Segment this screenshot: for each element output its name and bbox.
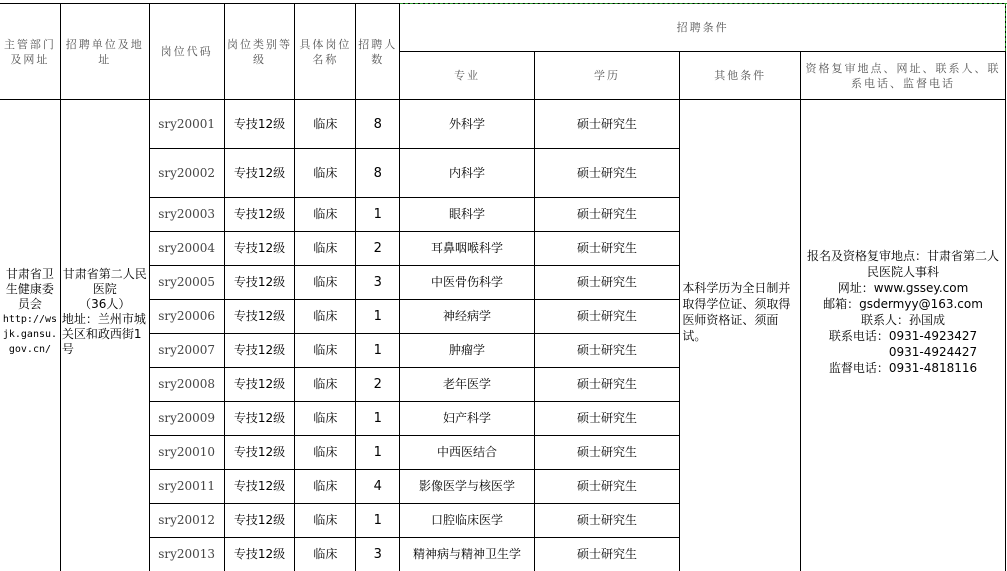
header-category: 岗位类别等级 [224,4,295,100]
post-code: sry20002 [149,149,224,198]
post-education: 硕士研究生 [534,334,680,368]
department-url: http://wsjk.gansu.gov.cn/ [2,313,58,355]
contact-phone: 联系电话：0931-4923427 [828,328,978,343]
post-education: 硕士研究生 [534,436,680,470]
post-code: sry20012 [149,504,224,538]
post-category: 专技12级 [224,436,295,470]
post-name: 临床 [295,402,356,436]
post-code: sry20003 [149,198,224,232]
post-major: 妇产科学 [400,402,535,436]
post-education: 硕士研究生 [534,504,680,538]
post-category: 专技12级 [224,334,295,368]
post-name: 临床 [295,198,356,232]
post-education: 硕士研究生 [534,300,680,334]
post-education: 硕士研究生 [534,470,680,504]
post-count: 1 [356,198,400,232]
post-education: 硕士研究生 [534,100,680,149]
post-name: 临床 [295,266,356,300]
post-count: 1 [356,300,400,334]
post-count: 2 [356,232,400,266]
post-major: 口腔临床医学 [400,504,535,538]
post-category: 专技12级 [224,470,295,504]
post-code: sry20009 [149,402,224,436]
contact-info [801,76,1006,548]
post-category: 专技12级 [224,266,295,300]
post-name: 临床 [295,538,356,571]
header-conditions: 招聘条件 [400,4,1006,52]
post-name: 临床 [295,334,356,368]
post-major: 内科学 [400,149,535,198]
post-major: 眼科学 [400,198,535,232]
post-category: 专技12级 [224,368,295,402]
header-contact: 资格复审地点、网址、联系人、联系电话、监督电话 [801,52,1006,100]
post-education: 硕士研究生 [534,368,680,402]
post-education: 硕士研究生 [534,149,680,198]
supervise-phone: 监督电话：0931-4818116 [828,360,978,375]
selection-border-right [1005,3,1006,51]
recruitment-table [0,3,1006,571]
post-code: sry20006 [149,300,224,334]
post-major: 神经病学 [400,300,535,334]
post-education: 硕士研究生 [534,538,680,571]
selection-border-top [400,3,1007,4]
post-count: 1 [356,334,400,368]
post-category: 专技12级 [224,300,295,334]
post-major: 外科学 [400,100,535,149]
post-code: sry20010 [149,436,224,470]
department-name: 甘肃省卫生健康委员会 [5,266,54,311]
post-major: 中西医结合 [400,436,535,470]
header-code: 岗位代码 [149,4,224,100]
post-education: 硕士研究生 [534,402,680,436]
contact-website: 网址：www.gssey.com [837,280,969,295]
header-major: 专业 [400,52,535,100]
post-major: 精神病与精神卫生学 [400,538,535,571]
post-name: 临床 [295,149,356,198]
post-education: 硕士研究生 [534,232,680,266]
header-count: 招聘人数 [356,4,400,100]
post-category: 专技12级 [224,504,295,538]
post-major: 影像医学与核医学 [400,470,535,504]
other-conditions: 本科学历为全日制并取得学位证、须取得医师资格证、须面试。 [680,76,801,548]
post-code: sry20008 [149,368,224,402]
post-name: 临床 [295,368,356,402]
header-education: 学历 [534,52,680,100]
post-category: 专技12级 [224,232,295,266]
post-code: sry20011 [149,470,224,504]
post-name: 临床 [295,504,356,538]
post-name: 临床 [295,232,356,266]
post-name: 临床 [295,100,356,149]
post-count: 8 [356,100,400,149]
contact-person: 联系人：孙国成 [861,312,946,327]
post-count: 2 [356,368,400,402]
post-count: 1 [356,436,400,470]
unit-address: 地址：兰州市城关区和政西街1号 [61,311,146,356]
unit-name: 甘肃省第二人民医院 [62,266,147,296]
post-name: 临床 [295,470,356,504]
contact-phone-2: 0931-4924427 [888,344,978,359]
unit-cell [60,76,149,548]
post-category: 专技12级 [224,538,295,571]
post-count: 1 [356,402,400,436]
post-count: 3 [356,538,400,571]
post-code: sry20007 [149,334,224,368]
post-count: 8 [356,149,400,198]
post-name: 临床 [295,300,356,334]
post-name: 临床 [295,436,356,470]
post-category: 专技12级 [224,149,295,198]
post-code: sry20001 [149,100,224,149]
post-category: 专技12级 [224,402,295,436]
header-post-name: 具体岗位名称 [295,4,356,100]
post-major: 耳鼻咽喉科学 [400,232,535,266]
post-major: 中医骨伤科学 [400,266,535,300]
post-count: 4 [356,470,400,504]
post-major: 老年医学 [400,368,535,402]
department-cell [0,76,60,548]
post-code: sry20004 [149,232,224,266]
post-code: sry20005 [149,266,224,300]
post-education: 硕士研究生 [534,266,680,300]
table-row [0,100,1006,149]
contact-email: 邮箱：gsdermyy@163.com [823,296,983,311]
post-education: 硕士研究生 [534,198,680,232]
header-other: 其他条件 [680,52,801,100]
post-code: sry20013 [149,538,224,571]
header-unit: 招聘单位及地址 [60,4,149,100]
post-category: 专技12级 [224,198,295,232]
post-major: 肿瘤学 [400,334,535,368]
post-count: 3 [356,266,400,300]
unit-count: （36人） [79,296,131,311]
contact-location: 报名及资格复审地点：甘肃省第二人民医院人事科 [807,248,1000,279]
header-department: 主管部门及网址 [0,4,60,100]
post-count: 1 [356,504,400,538]
post-category: 专技12级 [224,100,295,149]
